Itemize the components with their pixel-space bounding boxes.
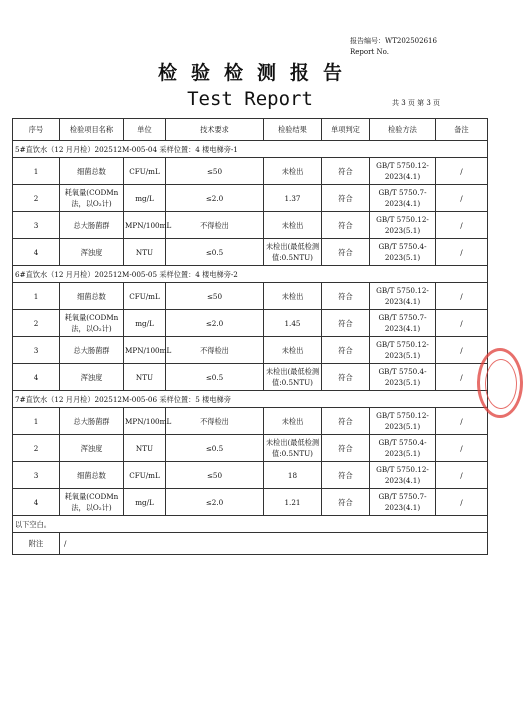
cell-judgement: 符合 xyxy=(322,158,370,185)
cell-note: / xyxy=(436,310,488,337)
table-row xyxy=(13,489,488,516)
cell-method: GB/T 5750.7-2023(4.1) xyxy=(370,489,436,516)
cell-no: 3 xyxy=(13,462,60,489)
cell-method: GB/T 5750.12-2023(5.1) xyxy=(370,337,436,364)
cell-requirement: ≤50 xyxy=(166,462,264,489)
cell-no: 4 xyxy=(13,489,60,516)
cell-method: GB/T 5750.7-2023(4.1) xyxy=(370,185,436,212)
sample-group-row xyxy=(13,266,488,283)
cell-item: 总大肠菌群 xyxy=(60,337,124,364)
cell-method: GB/T 5750.4-2023(5.1) xyxy=(370,364,436,391)
blank-note-row xyxy=(13,516,488,533)
cell-note: / xyxy=(436,185,488,212)
sample-group-title: 7#直饮水（12 月月检）202512M-005-06 采样位置：5 楼电梯旁 xyxy=(13,391,488,408)
cell-note: / xyxy=(436,158,488,185)
cell-result: 未检出(最低检测值:0.5NTU) xyxy=(264,239,322,266)
cell-unit: mg/L xyxy=(124,185,166,212)
cell-item: 浑浊度 xyxy=(60,239,124,266)
cell-judgement: 符合 xyxy=(322,212,370,239)
cell-no: 3 xyxy=(13,212,60,239)
cell-method: GB/T 5750.12-2023(5.1) xyxy=(370,408,436,435)
col-header-judgement: 单项判定 xyxy=(322,119,370,141)
cell-judgement: 符合 xyxy=(322,310,370,337)
cell-no: 4 xyxy=(13,239,60,266)
table-row xyxy=(13,435,488,462)
cell-judgement: 符合 xyxy=(322,489,370,516)
col-header-result: 检验结果 xyxy=(264,119,322,141)
cell-unit: MPN/100mL xyxy=(124,337,166,364)
cell-requirement: ≤2.0 xyxy=(166,310,264,337)
table-row xyxy=(13,185,488,212)
cell-unit: MPN/100mL xyxy=(124,212,166,239)
cell-no: 3 xyxy=(13,337,60,364)
cell-item: 总大肠菌群 xyxy=(60,408,124,435)
table-row xyxy=(13,462,488,489)
col-header-no: 序号 xyxy=(13,119,60,141)
cell-unit: CFU/mL xyxy=(124,462,166,489)
table-row xyxy=(13,283,488,310)
col-header-note: 备注 xyxy=(436,119,488,141)
cell-no: 2 xyxy=(13,435,60,462)
cell-result: 未检出(最低检测值:0.5NTU) xyxy=(264,435,322,462)
cell-method: GB/T 5750.12-2023(5.1) xyxy=(370,212,436,239)
cell-judgement: 符合 xyxy=(322,408,370,435)
table-row xyxy=(13,239,488,266)
cell-judgement: 符合 xyxy=(322,185,370,212)
title-cn: 检验检测报告 xyxy=(157,62,356,84)
cell-unit: mg/L xyxy=(124,310,166,337)
remarks-label: 附注 xyxy=(13,533,60,555)
cell-method: GB/T 5750.12-2023(4.1) xyxy=(370,283,436,310)
sample-group-title: 6#直饮水（12 月月检）202512M-005-05 采样位置：4 楼电梯旁-2 xyxy=(13,266,488,283)
cell-item: 浑浊度 xyxy=(60,364,124,391)
results-table xyxy=(12,118,488,555)
cell-requirement: ≤50 xyxy=(166,283,264,310)
cell-note: / xyxy=(436,408,488,435)
cell-method: GB/T 5750.4-2023(5.1) xyxy=(370,239,436,266)
cell-unit: NTU xyxy=(124,435,166,462)
cell-requirement: ≤0.5 xyxy=(166,364,264,391)
cell-item: 耗氧量(CODMn法，以O₂计) xyxy=(60,310,124,337)
cell-unit: mg/L xyxy=(124,489,166,516)
cell-item: 总大肠菌群 xyxy=(60,212,124,239)
col-header-method: 检验方法 xyxy=(370,119,436,141)
cell-result: 未检出 xyxy=(264,212,322,239)
cell-item: 细菌总数 xyxy=(60,158,124,185)
cell-requirement: 不得检出 xyxy=(166,337,264,364)
sample-group-title: 5#直饮水（12 月月检）202512M-005-04 采样位置：4 楼电梯旁-1 xyxy=(13,141,488,158)
cell-note: / xyxy=(436,364,488,391)
blank-note: 以下空白。 xyxy=(13,516,488,533)
col-header-unit: 单位 xyxy=(124,119,166,141)
report-number-block xyxy=(350,36,437,58)
cell-unit: CFU/mL xyxy=(124,283,166,310)
cell-item: 细菌总数 xyxy=(60,283,124,310)
col-header-requirement: 技术要求 xyxy=(166,119,264,141)
cell-result: 18 xyxy=(264,462,322,489)
table-header-row xyxy=(13,119,488,141)
cell-unit: MPN/100mL xyxy=(124,408,166,435)
cell-requirement: ≤50 xyxy=(166,158,264,185)
cell-result: 未检出 xyxy=(264,283,322,310)
report-no-label-cn: 报告编号： xyxy=(350,37,385,45)
table-row xyxy=(13,408,488,435)
cell-result: 未检出 xyxy=(264,158,322,185)
cell-item: 细菌总数 xyxy=(60,462,124,489)
cell-judgement: 符合 xyxy=(322,364,370,391)
cell-no: 2 xyxy=(13,310,60,337)
cell-no: 2 xyxy=(13,185,60,212)
table-row xyxy=(13,364,488,391)
cell-no: 1 xyxy=(13,158,60,185)
cell-result: 1.37 xyxy=(264,185,322,212)
page-count: 共 3 页 第 3 页 xyxy=(392,99,441,107)
cell-method: GB/T 5750.12-2023(4.1) xyxy=(370,158,436,185)
cell-note: / xyxy=(436,212,488,239)
cell-item: 耗氧量(CODMn法，以O₂计) xyxy=(60,185,124,212)
cell-unit: NTU xyxy=(124,239,166,266)
cell-result: 1.21 xyxy=(264,489,322,516)
report-no-value: WT202502616 xyxy=(385,37,437,45)
cell-judgement: 符合 xyxy=(322,435,370,462)
cell-item: 浑浊度 xyxy=(60,435,124,462)
cell-result: 未检出 xyxy=(264,408,322,435)
cell-note: / xyxy=(436,462,488,489)
cell-requirement: ≤2.0 xyxy=(166,489,264,516)
cell-no: 1 xyxy=(13,283,60,310)
cell-result: 1.45 xyxy=(264,310,322,337)
table-row xyxy=(13,158,488,185)
cell-result: 未检出 xyxy=(264,337,322,364)
cell-requirement: 不得检出 xyxy=(166,212,264,239)
title-en: Test Report xyxy=(187,88,313,110)
sample-group-row xyxy=(13,141,488,158)
cell-note: / xyxy=(436,283,488,310)
cell-requirement: ≤0.5 xyxy=(166,435,264,462)
red-seal-stamp xyxy=(477,348,523,418)
cell-judgement: 符合 xyxy=(322,283,370,310)
cell-no: 4 xyxy=(13,364,60,391)
cell-method: GB/T 5750.12-2023(4.1) xyxy=(370,462,436,489)
cell-note: / xyxy=(436,435,488,462)
cell-requirement: ≤2.0 xyxy=(166,185,264,212)
cell-method: GB/T 5750.4-2023(5.1) xyxy=(370,435,436,462)
report-no-label-en: Report No. xyxy=(350,48,389,56)
cell-unit: NTU xyxy=(124,364,166,391)
cell-requirement: ≤0.5 xyxy=(166,239,264,266)
red-seal-inner-ring xyxy=(485,359,517,409)
remarks-row xyxy=(13,533,488,555)
cell-note: / xyxy=(436,239,488,266)
cell-result: 未检出(最低检测值:0.5NTU) xyxy=(264,364,322,391)
sample-group-row xyxy=(13,391,488,408)
cell-note: / xyxy=(436,489,488,516)
cell-item: 耗氧量(CODMn法，以O₂计) xyxy=(60,489,124,516)
cell-no: 1 xyxy=(13,408,60,435)
table-body xyxy=(13,141,488,555)
col-header-item: 检验项目名称 xyxy=(60,119,124,141)
table-row xyxy=(13,310,488,337)
cell-unit: CFU/mL xyxy=(124,158,166,185)
cell-judgement: 符合 xyxy=(322,239,370,266)
cell-judgement: 符合 xyxy=(322,462,370,489)
cell-requirement: 不得检出 xyxy=(166,408,264,435)
remarks-value: / xyxy=(60,533,488,555)
cell-judgement: 符合 xyxy=(322,337,370,364)
table-row xyxy=(13,212,488,239)
cell-method: GB/T 5750.7-2023(4.1) xyxy=(370,310,436,337)
cell-note: / xyxy=(436,337,488,364)
table-row xyxy=(13,337,488,364)
